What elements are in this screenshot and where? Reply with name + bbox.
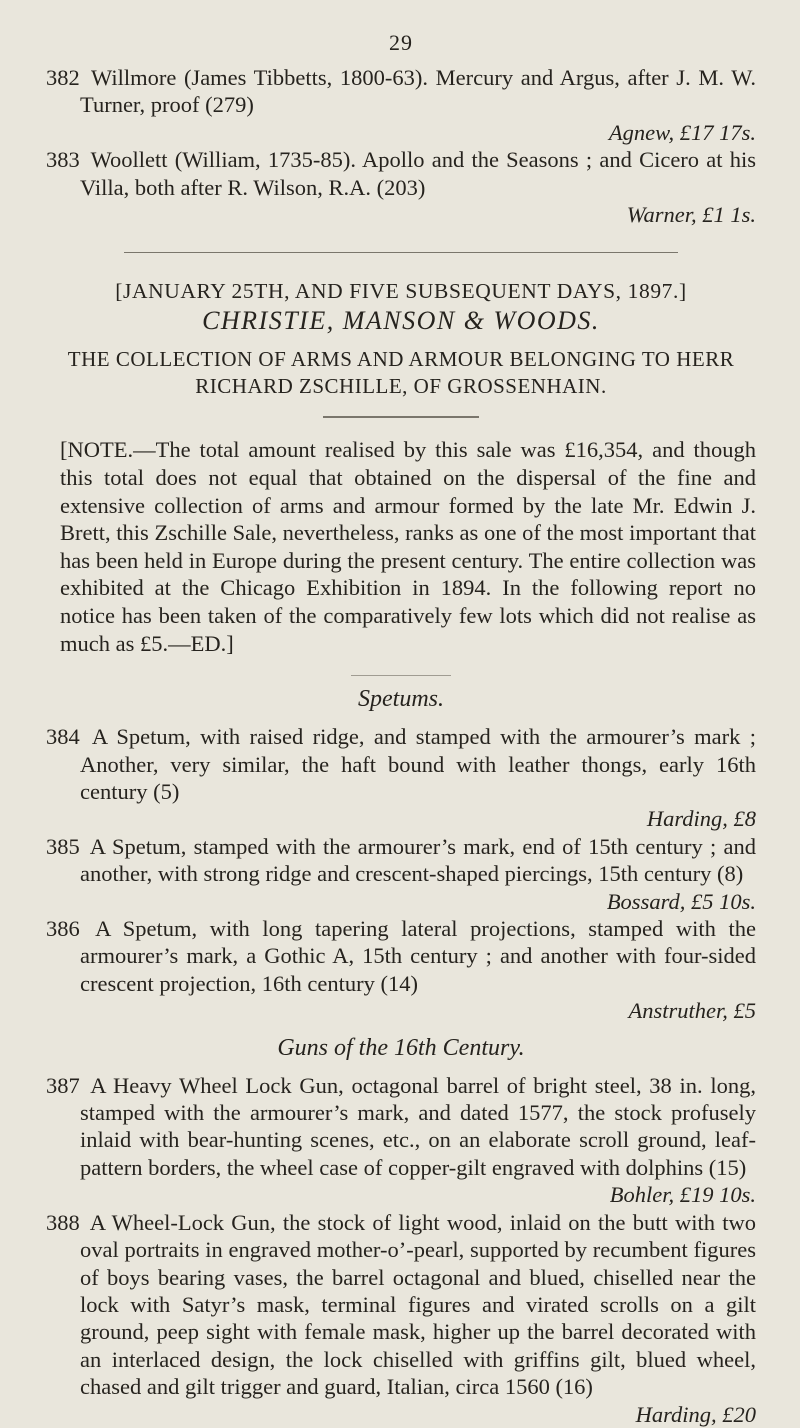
lot-number: 387 [46,1072,80,1098]
lot-description: A Spetum, stamped with the armourer’s mark, end of 15th century ; and another, with strong ridge and crescent-shaped piercings, 15th century (8) [80,833,756,887]
section-title-guns: Guns of the 16th Century. [277,1034,525,1061]
lot-entry-388 [46,1209,756,1428]
lot-entry-382 [46,64,756,146]
lot-entry-384 [46,723,756,833]
editor-note: [NOTE.—The total amount realised by this sale was £16,354, and though this total does not equal that obtained on the dispersal of the fine and extensive collection of arms and armour formed by the late Mr. Edwin J. Brett, this Zschille Sale, nevertheless, ranks as one of the most important that has been held in Europe during the present century. The entire collection was exhibited at the Chicago Exhibition in 1894. In the following report no notice has been taken of the comparatively few lots which did not realise as much as £5.—ED.] [60,437,756,656]
lot-number: 384 [46,724,80,750]
title-divider [323,416,479,418]
lot-price: Harding, £8 [646,806,756,832]
lot-number: 385 [46,833,80,859]
lot-price: Bohler, £19 10s. [609,1182,756,1208]
lot-price: Harding, £20 [635,1401,756,1427]
lot-number: 383 [46,147,80,173]
lot-description: A Spetum, with raised ridge, and stamped with the armourer’s mark ; Another, very similar, the haft bound with leather thongs, early 16th century (5) [80,724,757,804]
lot-description: Woollett (William, 1735-85). Apollo and the Seasons ; and Cicero at his Villa, both after R. Wilson, R.A. (203) [80,147,756,200]
lot-number: 382 [46,65,80,90]
lot-description: A Wheel-Lock Gun, the stock of light wood, inlaid on the butt with two oval portraits in engraved mother-o’-pearl, supported by recumbent figures of boys bearing vases, the barrel octagonal and blued, chiselled near the lock with Satyr’s mask, terminal figures and virated scrolls on a gilt ground, peep sight with female mask, higher up the barrel decorated with an interlaced design, the lock chiselled with griffins gilt, blued wheel, chased and gilt trigger and guard, Italian, circa 1560 (16) [80,1209,756,1400]
lot-price: Bossard, £5 10s. [606,888,756,914]
lot-description: A Spetum, with long tapering lateral projections, stamped with the armourer’s mark, a Gothic A, 15th century ; and another with four-sided crescent projection, 16th century (14) [80,916,756,996]
collection-title-line2: RICHARD ZSCHILLE, OF GROSSENHAIN. [195,374,607,399]
lot-price: Anstruther, £5 [628,998,756,1024]
lot-description: Willmore (James Tibbetts, 1800-63). Mercury and Argus, after J. M. W. Turner, proof (279) [80,65,756,118]
lot-entry-383 [46,146,756,228]
lot-entry-387 [46,1072,756,1209]
lot-price: Agnew, £17 17s. [608,119,756,145]
collection-title-line1: THE COLLECTION OF ARMS AND ARMOUR BELONGING TO HERR [67,347,735,372]
note-divider [351,675,450,676]
section-title-spetums: Spetums. [358,686,444,713]
sale-date-heading: [JANUARY 25TH, AND FIVE SUBSEQUENT DAYS, 1897.] [115,279,687,304]
page-number: 29 [389,30,413,55]
lot-description: A Heavy Wheel Lock Gun, octagonal barrel of bright steel, 38 in. long, stamped with the armourer’s mark, and dated 1577, the stock profusely inlaid with bear-hunting scenes, etc., on an elaborate scroll ground, leaf-pattern borders, the wheel case of copper-gilt engraved with dolphins (15) [80,1072,756,1180]
auctioneer-name: CHRISTIE, MANSON & WOODS. [202,306,600,336]
lot-entry-385 [46,833,756,915]
lot-number: 386 [46,916,80,942]
lot-price: Warner, £1 1s. [626,202,756,228]
lot-entry-386 [46,915,756,1025]
section-divider [124,252,678,253]
lot-number: 388 [46,1209,80,1235]
